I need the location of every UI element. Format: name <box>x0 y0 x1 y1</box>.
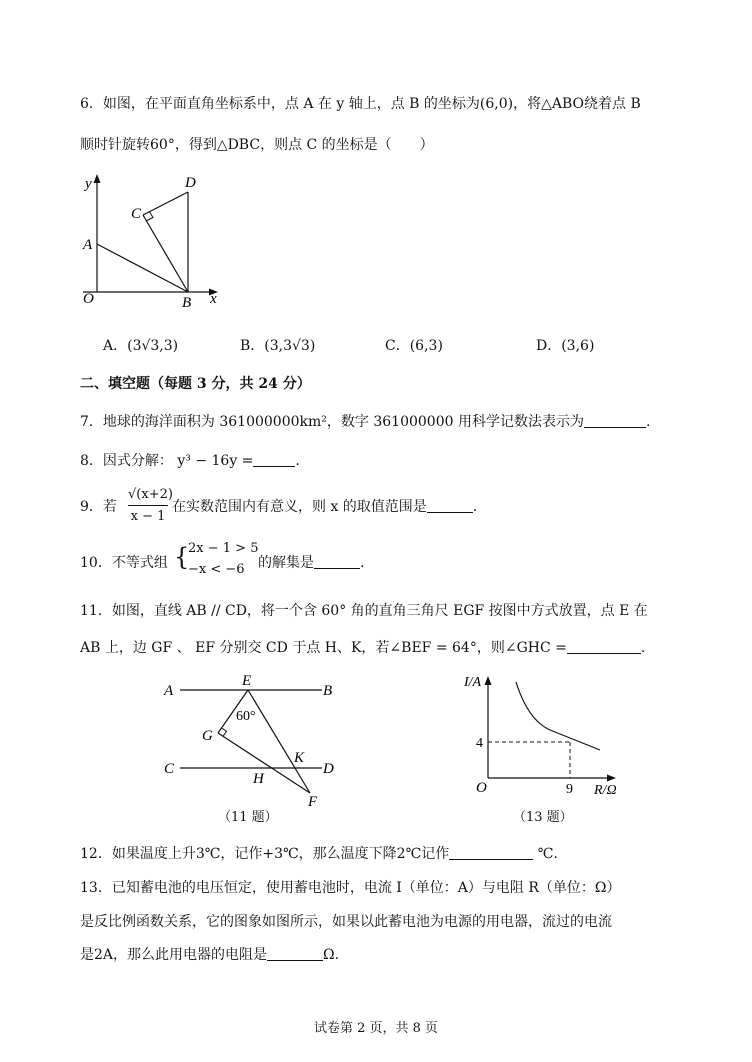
q9-pre: 9．若 <box>80 499 117 515</box>
q11-answer-blank[interactable] <box>567 639 641 654</box>
q11-label-A: A <box>164 683 174 699</box>
q11-label-G: G <box>202 728 213 744</box>
q13-answer-blank[interactable] <box>267 946 323 961</box>
q10-pre: 10．不等式组 <box>80 555 168 571</box>
q13-line3 <box>80 946 339 964</box>
q8-text: 8．因式分解： y³ − 16y = <box>80 453 254 469</box>
q10-answer-blank[interactable] <box>314 554 360 569</box>
q13-figure <box>460 670 630 805</box>
q11-label-F: F <box>308 794 318 810</box>
q10-end: . <box>360 555 365 571</box>
q7-answer-blank[interactable] <box>584 413 646 428</box>
q11-label-K: K <box>294 750 305 766</box>
q6-label-D: D <box>185 175 196 191</box>
q13-line2: 是反比例函数关系，它的图象如图所示，如果以此蓄电池为电源的用电器，流过的电流 <box>80 914 612 930</box>
q6-label-B: B <box>182 295 192 311</box>
q12 <box>80 845 558 863</box>
q12-answer-blank[interactable] <box>449 845 533 860</box>
q11-label-D: D <box>323 761 334 777</box>
q8-end: . <box>295 453 300 469</box>
q11-label-H: H <box>253 771 264 787</box>
q10-text: 的解集是 <box>258 555 314 571</box>
q13-ylabel: I/A <box>464 675 482 690</box>
q6-label-C: C <box>131 206 142 222</box>
q9-text: 在实数范围内有意义，则 x 的取值范围是 <box>172 499 427 515</box>
q10-ineq1: 2x − 1 > 5 <box>188 541 259 556</box>
q6-option-a: A．(3√3,3) <box>103 338 179 354</box>
q11-caption: （11 题） <box>218 810 278 825</box>
q11-line2 <box>80 639 645 657</box>
q13-ytick: 4 <box>476 736 483 751</box>
q9-post <box>172 498 477 516</box>
q6-label-O: O <box>83 291 94 307</box>
q10-post <box>258 554 364 572</box>
q6-label-A: A <box>83 237 93 253</box>
q11-figure <box>160 670 340 810</box>
q11-end: . <box>640 640 646 656</box>
q13-xtick: 9 <box>566 782 573 797</box>
q10-brace: { <box>174 543 190 571</box>
section-heading: 二、填空题（每题 3 分，共 24 分） <box>80 376 311 392</box>
q6-label-y: y <box>85 176 92 192</box>
q11-label-E: E <box>242 673 252 689</box>
q8-answer-blank[interactable] <box>253 452 295 467</box>
q6-label-x: x <box>210 291 217 307</box>
page-footer: 试卷第 2 页，共 8 页 <box>313 1021 439 1036</box>
q13-end: Ω. <box>323 947 340 963</box>
q6-option-b: B．(3,3√3) <box>240 338 316 354</box>
q13-text: 是2A，那么此用电器的电阻是 <box>80 947 268 963</box>
q13-origin: O <box>476 780 487 796</box>
q6-option-d: D．(3,6) <box>536 338 595 354</box>
q8 <box>80 452 300 470</box>
q11-label-C: C <box>164 761 175 777</box>
q7-text: 7．地球的海洋面积为 361000000km²，数字 361000000 用科学记数法表示为 <box>80 414 584 430</box>
q10-ineq2: −x < −6 <box>188 562 245 577</box>
q6-line1: 6．如图，在平面直角坐标系中，点 A 在 y 轴上，点 B 的坐标为(6,0)，将△ABO绕着点 B <box>80 96 641 112</box>
q12-unit: ℃. <box>537 846 558 862</box>
q12-text: 12．如果温度上升3℃，记作+3℃，那么温度下降2℃记作 <box>80 846 450 862</box>
q13-caption: （13 题） <box>513 810 573 825</box>
q9-answer-blank[interactable] <box>427 498 473 513</box>
q9-numerator: √(x+2) <box>128 487 173 502</box>
q13-line1: 13．已知蓄电池的电压恒定，使用蓄电池时，电流 I（单位：A）与电阻 R（单位：Ω） <box>80 880 621 896</box>
q11-text: AB 上，边 GF 、 EF 分别交 CD 于点 H、K，若∠BEF = 64°，则∠GHC = <box>80 640 567 656</box>
q6-option-c: C．(6,3) <box>385 338 443 354</box>
q9-denominator: x − 1 <box>130 509 166 524</box>
q7 <box>80 413 650 431</box>
q6-figure <box>75 170 225 310</box>
q9-fraction-bar <box>128 505 168 506</box>
q7-end: . <box>645 414 651 430</box>
q11-line1: 11．如图，直线 AB // CD，将一个含 60° 角的直角三角尺 EGF 按图中方式放置，点 E 在 <box>80 603 648 619</box>
q9-end: . <box>472 499 478 515</box>
q11-angle-label: 60° <box>236 709 256 724</box>
q11-label-B: B <box>323 683 333 699</box>
q6-line2: 顺时针旋转60°，得到△DBC，则点 C 的坐标是（ ） <box>80 137 434 153</box>
q13-xlabel: R/Ω <box>594 783 617 798</box>
